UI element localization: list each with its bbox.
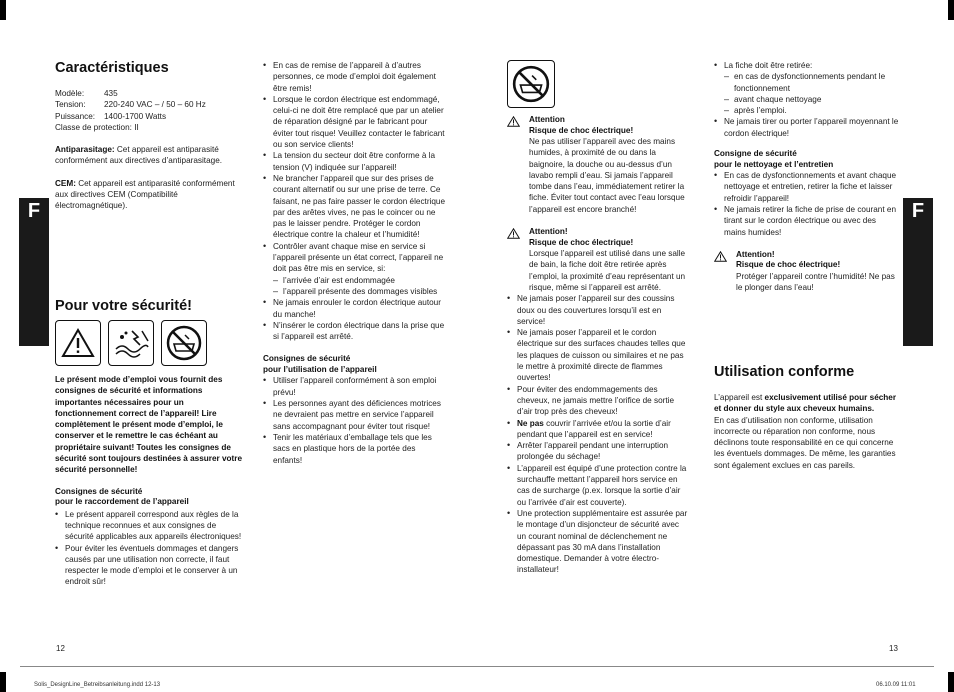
list-item: • Utiliser l’appareil conformément à son emploi prévu!	[263, 375, 446, 398]
footer-rule	[20, 666, 934, 667]
list-item: • L’appareil est équipé d’une protection contre la surchauffe mettant l’appareil hors service en cas de surcharge (p.ex. lorsque la sortie d’air ou l’arrivée d’air est couverte).	[507, 463, 690, 508]
crop-mark	[0, 0, 6, 20]
usage-heading: Consignes de sécurité	[263, 354, 351, 364]
language-tab-left: F	[19, 198, 49, 346]
list-item: • Ne pas couvrir l’arrivée et/ou la sortie d’air pendant que l’appareil est en service!	[507, 418, 690, 441]
crop-mark	[0, 672, 6, 692]
list-item: • Ne jamais enrouler le cordon électrique autour du manche!	[263, 297, 446, 320]
connection-heading-sub: pour le raccordement de l’appareil	[55, 497, 189, 507]
list-item: • Une protection supplémentaire est assurée par le montage d’un disjoncteur de sécurité avec un courant nominal de déclenchement ne dépassant pas 30 mA dans l’installation domestique. Demander à votre électro-installateur!	[507, 508, 690, 576]
spec-value: 220-240 VAC – / 50 – 60 Hz	[104, 100, 206, 110]
list-item: – avant chaque nettoyage	[724, 94, 899, 105]
list-item: • Tenir les matériaux d’emballage tels que les sacs en plastique hors de la portée des enfants!	[263, 432, 446, 466]
warning-triangle-icon	[507, 116, 520, 127]
connection-heading: Consignes de sécurité	[55, 486, 143, 496]
cem-note: CEM: Cet appareil est antiparasité conformément aux directives CEM (Compatibilité électromagnétique).	[55, 178, 235, 211]
cleaning-list	[714, 170, 899, 238]
list-item: • Ne brancher l’appareil que sur des prises de courant alternatif ou sur une prise de terre. Ce faisant, ne pas faire passer le cordon électrique par des arêtes vives, ne pas le coincer ou ne pas le laisser pendre. Protéger le cordon électrique contre la chaleur et l’humidité!	[263, 173, 446, 241]
warning-text: Lorsque l’appareil est utilisé dans une salle de bain, la fiche doit être retirée après l’emploi, la proximité d’eau représentant un risque, même si l’appareil est arrêté.	[529, 249, 686, 292]
connection-list	[55, 509, 245, 588]
warning-block-3	[714, 250, 899, 294]
plug-dash-list	[714, 71, 899, 116]
list-item: • Lorsque le cordon électrique est endommagé, celui-ci ne doit être remplacé que par un atelier de réparation désigné par le fabricant pour éviter tout risque! Veuillez contacter le fabricant ou son service clients!	[263, 94, 446, 150]
footer-timestamp: 06.10.09 11:01	[876, 682, 916, 688]
list-item: • La fiche doit être retirée:	[714, 60, 899, 71]
list-item: • N’insérer le cordon électrique dans la prise que si l’appareil est arrêté.	[263, 320, 446, 343]
list-item: • La tension du secteur doit être conforme à la tension (V) indiquée sur l’appareil!	[263, 150, 446, 173]
warning-block-2	[507, 227, 690, 293]
warning-subtitle: Risque de choc électrique!	[529, 125, 634, 135]
list-item: • Ne jamais retirer la fiche de prise de courant en tirant sur le cordon électrique ou avec des mains humides!	[714, 204, 899, 238]
spec-key: Puissance:	[55, 111, 96, 121]
list-item: – l’arrivée d’air est endommagée	[273, 275, 446, 286]
list-item: • Ne jamais poser l’appareil et le cordon électrique sur des surfaces chaudes telles que les plaques de cuisson ou similaires et ne pas le mettre à proximité directe de flammes ouvertes!	[507, 327, 690, 383]
safety-list-b	[263, 297, 446, 342]
warning-text: Protéger l’appareil contre l’humidité! Ne pas le plonger dans l’eau!	[736, 271, 895, 293]
warning-triangle-icon	[55, 320, 101, 366]
no-bathtub-icon	[507, 60, 555, 108]
water-splash-icon	[108, 320, 154, 366]
safety-list-c	[507, 293, 690, 575]
crop-mark	[948, 672, 954, 692]
warning-block-1	[507, 115, 690, 215]
list-item: – après l’emploi.	[724, 105, 899, 116]
list-item: • Le présent appareil correspond aux règles de la technique reconnues et aux consignes de sécurité applicables aux appareils électroniques!	[55, 509, 245, 543]
list-item: • Contrôler avant chaque mise en service si l’appareil présente un état correct, l’appareil ne doit pas être mis en service, si:	[263, 241, 446, 275]
warning-title: Attention!	[736, 249, 775, 259]
list-item: • En cas de dysfonctionnements et avant chaque nettoyage et entretien, retirer la fiche et laisser refroidir l’appareil!	[714, 170, 899, 204]
cleaning-heading: Consigne de sécurité	[714, 149, 797, 159]
column-mid	[263, 60, 446, 466]
list-item: • Arrêter l’appareil pendant une interruption prolongée du séchage!	[507, 440, 690, 463]
antiparasitage-note: Antiparasitage: Cet appareil est antiparasité conformément aux directives d’antiparasitage.	[55, 145, 223, 166]
footer-filename: Solis_DesignLine_Betreibsanleitung.indd 12-13	[34, 682, 161, 688]
column-left	[55, 60, 245, 212]
spec-list	[55, 88, 245, 122]
warning-text: Ne pas utiliser l’appareil avec des mains humides, à proximité de ou dans la baignoire, la douche ou au-dessus d’un lavabo rempli d’eau. Si jamais l’appareil tombe dans l’eau, immédiatement retirer la fiche. Éviter tout contact avec l’eau lorsque l’appareil est encore branché!	[529, 137, 685, 214]
spec-value: 435	[104, 89, 118, 98]
list-item: • En cas de remise de l’appareil à d’autres personnes, ce mode d’emploi doit également être remis!	[263, 60, 446, 94]
list-item: • Pour éviter des endommagements des cheveux, ne jamais mettre l’orifice de sortie d’air trop près des cheveux!	[507, 384, 690, 418]
language-tab-right: F	[903, 198, 933, 346]
pull-list	[714, 116, 899, 139]
spec-key: Tension:	[55, 100, 86, 110]
protection-class: Classe de protection: II	[55, 122, 139, 132]
list-item: – en cas de dysfonctionnements pendant le fonctionnement	[724, 71, 899, 94]
warning-triangle-icon	[714, 251, 727, 262]
safety-intro: Le présent mode d’emploi vous fournit des consignes de sécurité et informations importantes nécessaires pour un fonctionnement correct de l’appareil! Lire complètement le présent mode d’emploi, le conserver et le remettre le cas échéant au propriétaire suivant! Toutes les consignes de sécurité sont toujours destinées à assurer votre sécurité personnelle!	[55, 375, 243, 475]
list-item: • Pour éviter les éventuels dommages et dangers causés par une utilisation non correcte, il faut respecter le mode d’emploi et le conserver à un endroit sûr!	[55, 543, 245, 588]
usage-block	[714, 364, 899, 471]
list-item: • Ne jamais poser l’appareil sur des coussins doux ou des couvertures lorsqu’il est en service!	[507, 293, 690, 327]
crop-mark	[948, 0, 954, 20]
list-item: – l’appareil présente des dommages visibles	[273, 286, 446, 297]
warning-triangle-icon	[507, 228, 520, 239]
usage-list	[263, 375, 446, 465]
spec-value: 1400-1700 Watts	[104, 111, 167, 121]
usage-heading-sub: pour l’utilisation de l’appareil	[263, 364, 377, 374]
section-title-safety: Pour votre sécurité!	[55, 298, 192, 314]
cleaning-heading-sub: pour le nettoyage et l’entretien	[714, 159, 834, 169]
warning-title: Attention	[529, 115, 565, 124]
section-title-characteristics: Caractéristiques	[55, 60, 169, 76]
no-bathtub-icon	[161, 320, 207, 366]
list-item: • Ne jamais tirer ou porter l’appareil moyennant le cordon électrique!	[714, 116, 899, 139]
warning-title: Attention!	[529, 227, 568, 237]
page-number-left: 12	[56, 644, 65, 653]
warning-subtitle: Risque de choc électrique!	[736, 260, 841, 270]
column-right-2	[714, 60, 899, 293]
safety-list-a	[263, 60, 446, 275]
section-title-usage: Utilisation conforme	[714, 364, 855, 380]
safety-icons	[55, 320, 245, 366]
column-right-1	[507, 60, 690, 576]
spec-key: Modèle:	[55, 89, 85, 98]
safety-block	[55, 298, 245, 588]
warning-subtitle: Risque de choc électrique!	[529, 237, 634, 247]
list-item: • Les personnes ayant des déficiences motrices ne devraient pas mettre en service l’appareil sans accompagnant pour éviter tout risque!	[263, 398, 446, 432]
page-number-right: 13	[889, 644, 898, 653]
condition-dash-list	[263, 275, 446, 298]
usage-disclaimer: En cas d’utilisation non conforme, utilisation incorrecte ou réparation non conforme, nous déclinons toute responsabilité en ce qui concerne les éventuels dommages. De même, les garanties sont également exclues en cas pareils.	[714, 415, 896, 470]
plug-list	[714, 60, 899, 71]
usage-statement: L’appareil est exclusivement utilisé pour sécher et donner du style aux cheveux humains.	[714, 393, 897, 414]
